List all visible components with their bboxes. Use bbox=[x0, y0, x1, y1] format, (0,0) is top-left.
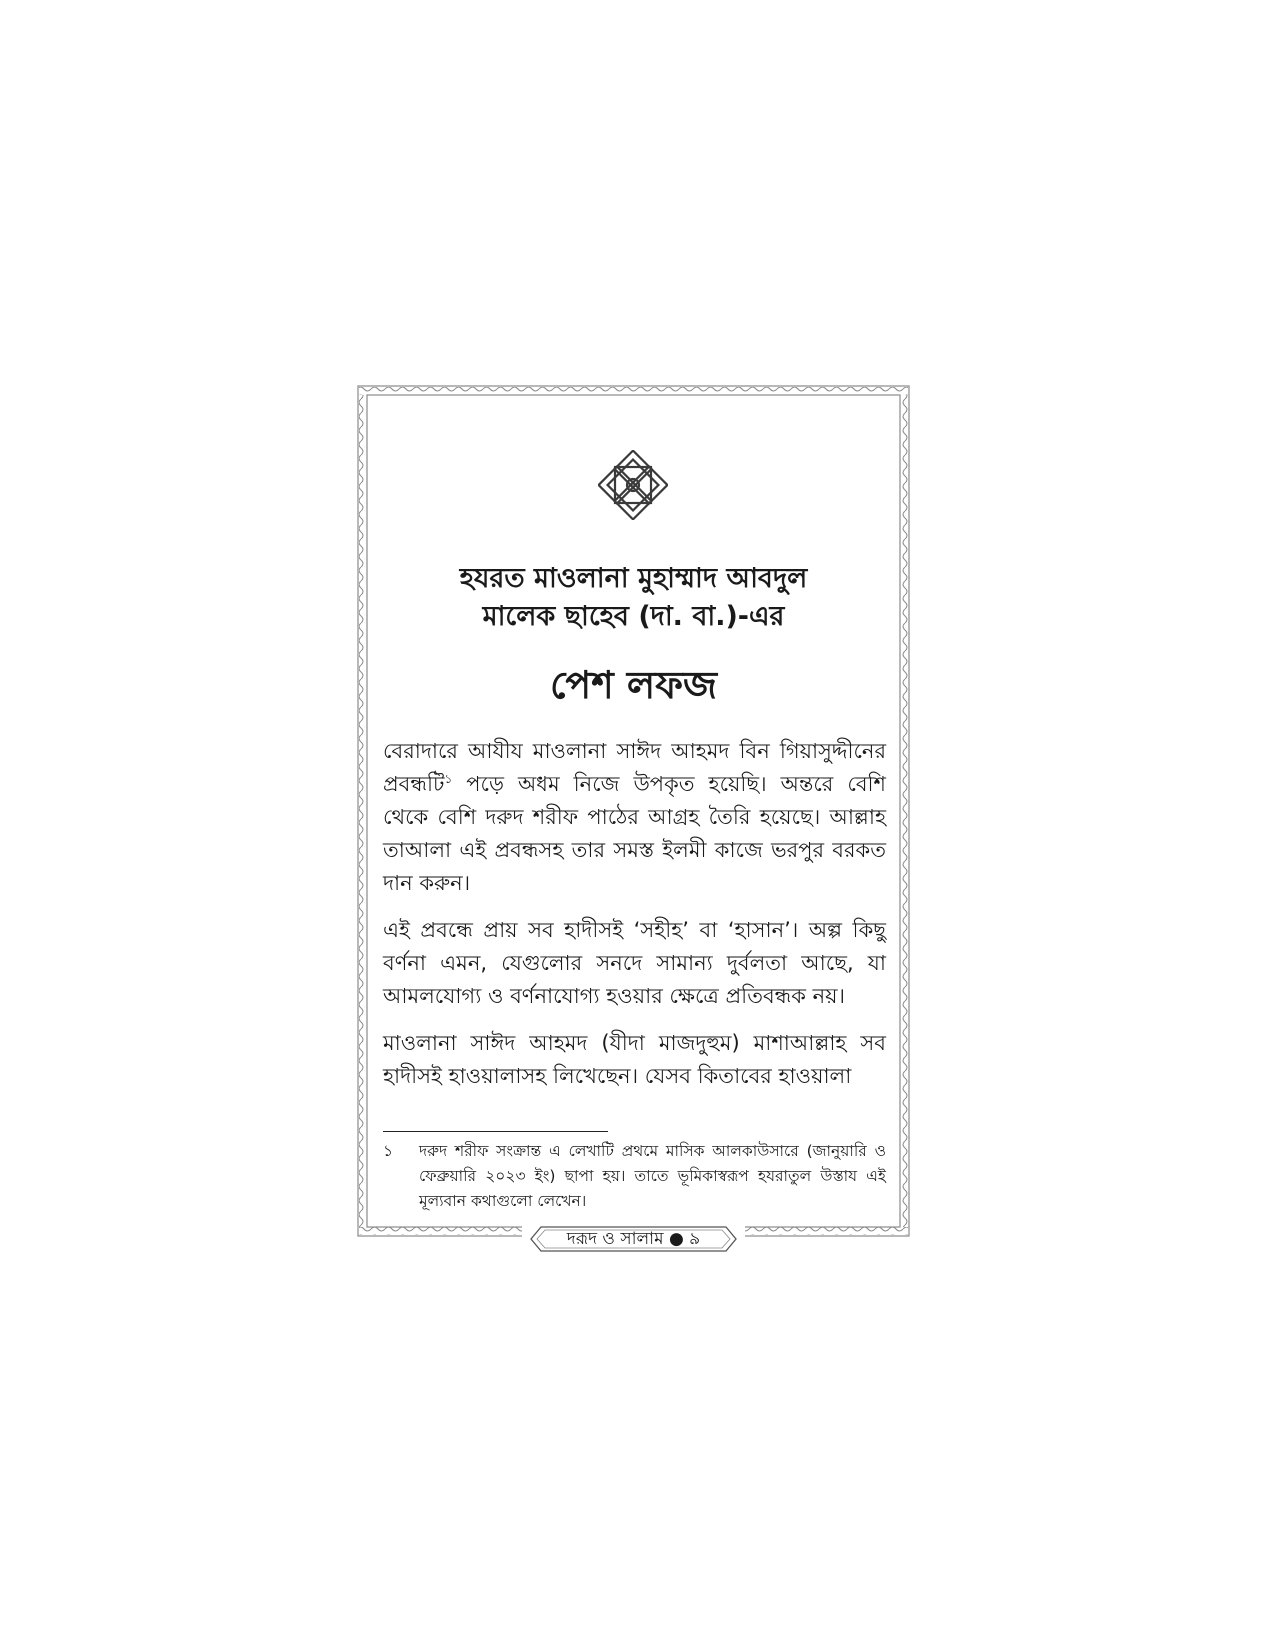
book-page bbox=[357, 385, 910, 1249]
geometric-star-ornament-icon bbox=[598, 450, 668, 520]
page-footer bbox=[527, 1223, 740, 1255]
paragraph-1-start: বেরাদারে আযীয মাওলানা সাঈদ আহমদ বিন গিয়াসুদ্দীনের প্রবন্ধটি bbox=[383, 739, 886, 796]
paragraph-1 bbox=[383, 735, 886, 900]
paragraph-2: এই প্রবন্ধে প্রায় সব হাদীসই ‘সহীহ’ বা ‘হাসান’। অল্প কিছু বর্ণনা এমন, যেগুলোর সনদে সামান্য দুর্বলতা আছে, যা আমলযোগ্য ও বর্ণনাযোগ্য হওয়ার ক্ষেত্রে প্রতিবন্ধক নয়। bbox=[383, 918, 886, 1008]
page-number-label: দরূদ ও সালাম ● ৯ bbox=[566, 1229, 701, 1249]
footnote bbox=[383, 1139, 886, 1214]
footnote-divider bbox=[383, 1131, 608, 1132]
footnote-number: ১ bbox=[383, 1142, 394, 1160]
page-title: পেশ লফজ bbox=[549, 663, 717, 707]
author-heading bbox=[377, 560, 890, 636]
body-text bbox=[383, 735, 886, 1107]
author-line-2: মালেক ছাহেব (দা. বা.)-এর bbox=[482, 601, 785, 632]
footnote-text: দরুদ শরীফ সংক্রান্ত এ লেখাটি প্রথমে মাসিক আলকাউসারে (জানুয়ারি ও ফেব্রুয়ারি ২০২৩ ইং) ছাপা হয়। তাতে ভূমিকাস্বরূপ হযরাতুল উস্তায এই মূল্যবান কথাগুলো লেখেন। bbox=[419, 1142, 886, 1210]
paragraph-1-end: পড়ে অধম নিজে উপকৃত হয়েছি। অন্তরে বেশি থেকে বেশি দরুদ শরীফ পাঠের আগ্রহ তৈরি হয়েছে। আল্লাহ তাআলা এই প্রবন্ধসহ তার সমস্ত ইলমী কাজে ভরপুর বরকত দান করুন। bbox=[383, 772, 886, 895]
author-line-1: হযরত মাওলানা মুহাম্মাদ আবদুল bbox=[459, 563, 808, 594]
footnote-reference[interactable]: ১ bbox=[444, 772, 453, 786]
paragraph-3: মাওলানা সাঈদ আহমদ (যীদা মাজদুহুম) মাশাআল্লাহ সব হাদীসই হাওয়ালাসহ লিখেছেন। যেসব কিতাবের হাওয়ালা bbox=[383, 1031, 886, 1088]
